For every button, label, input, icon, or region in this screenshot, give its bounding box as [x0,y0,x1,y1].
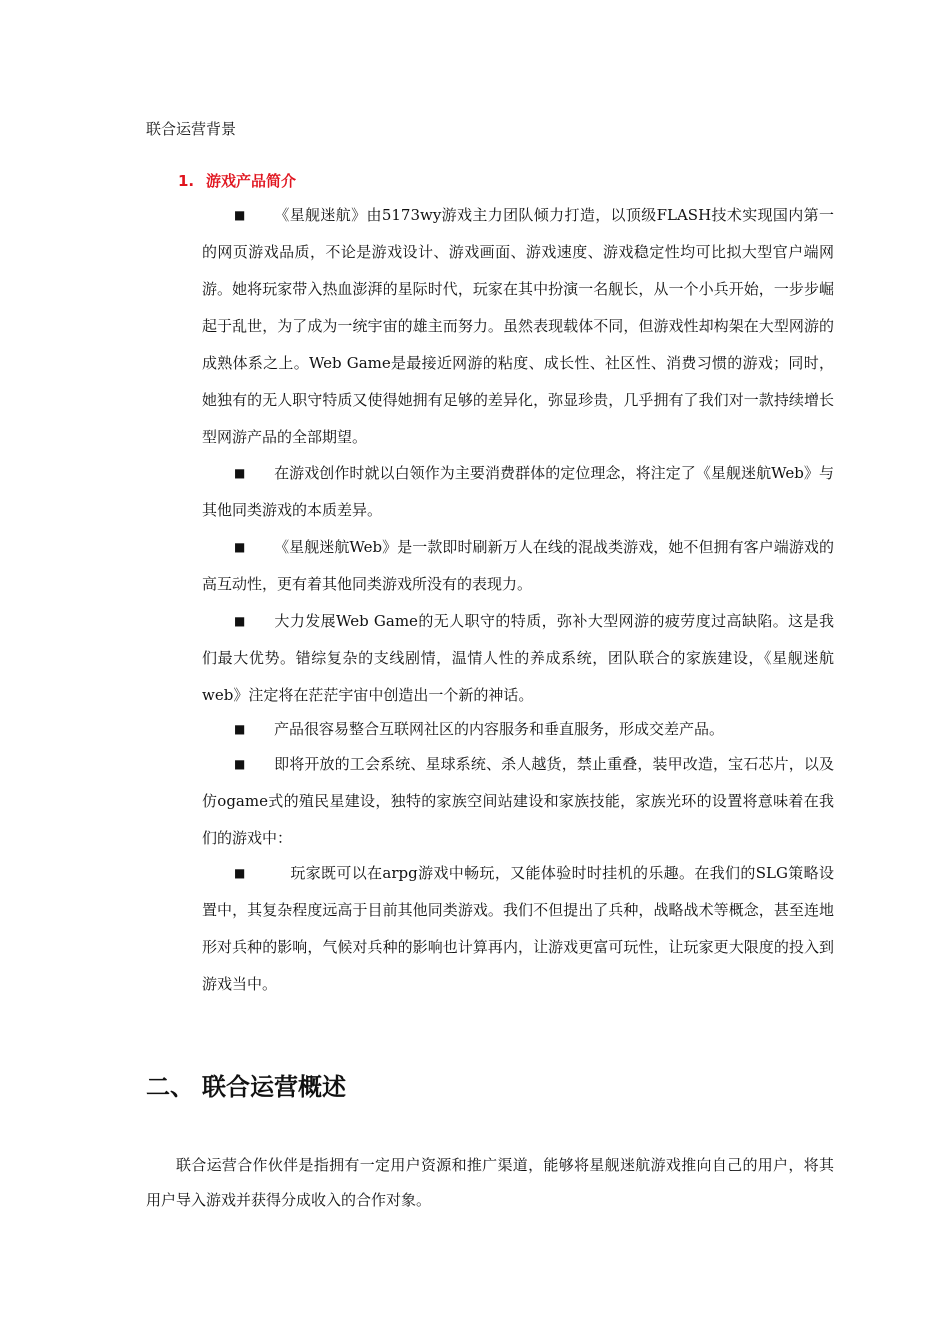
bullet-text-2: 在游戏创作时就以白领作为主要消费群体的定位理念，将注定了《星舰迷航Web》与其他同类游戏的本质差异。 [202,464,834,519]
section2-number: 二、 [146,1073,194,1101]
bullet-text-1: 《星舰迷航》由5173wy游戏主力团队倾力打造，以顶级FLASH技术实现国内第一的网页游戏品质，不论是游戏设计、游戏画面、游戏速度、游戏稳定性均可比拟大型官户端网游。她将玩家带入热血澎湃的星际时代，玩家在其中扮演一名舰长，从一个小兵开始，一步步崛起于乱世，为了成为一统宇宙的雄主而努力。虽然表现载体不同，但游戏性却构架在大型网游的成熟体系之上。Web Game是最接近网游的粘度、成长性、社区性、消费习惯的游戏；同时，她独有的无人职守特质又使得她拥有足够的差异化，弥显珍贵，几乎拥有了我们对一款持续增长型网游产品的全部期望。 [202,206,834,446]
section2-heading [146,1068,346,1106]
bullet-paragraph-1 [202,197,834,456]
bullet-square-icon: ■ [234,866,246,880]
section1-heading-text: 游戏产品简介 [206,172,297,190]
bullet-paragraph-2 [202,455,834,529]
bullet-text-7: 玩家既可以在arpg游戏中畅玩，又能体验时时挂机的乐趣。在我们的SLG策略设置中，其复杂程度远高于目前其他同类游戏。我们不但提出了兵种，战略战术等概念，甚至连地形对兵种的影响，气候对兵种的影响也计算再内，让游戏更富可玩性，让玩家更大限度的投入到游戏当中。 [202,864,834,993]
document-title: 联合运营背景 [146,120,237,138]
bullet-paragraph-6 [202,746,834,857]
bullet-square-icon: ■ [234,466,246,480]
bullet-square-icon: ■ [234,208,246,222]
bullet-paragraph-7 [202,855,834,1003]
bullet-text-6: 即将开放的工会系统、星球系统、杀人越货，禁止重叠，装甲改造，宝石芯片，以及仿ogame式的殖民星建设，独特的家族空间站建设和家族技能，家族光环的设置将意味着在我们的游戏中： [202,755,834,847]
section1-heading [178,170,296,192]
section2-paragraph: 联合运营合作伙伴是指拥有一定用户资源和推广渠道，能够将星舰迷航游戏推向自己的用户，将其用户导入游戏并获得分成收入的合作对象。 [146,1156,834,1209]
bullet-square-icon: ■ [234,757,246,771]
section1-number: 1. [178,172,195,190]
bullet-text-3: 《星舰迷航Web》是一款即时刷新万人在线的混战类游戏，她不但拥有客户端游戏的高互动性，更有着其他同类游戏所没有的表现力。 [202,538,834,593]
bullet-text-4: 大力发展Web Game的无人职守的特质，弥补大型网游的疲劳度过高缺陷。这是我们最大优势。错综复杂的支线剧情，温情人性的养成系统，团队联合的家族建设，《星舰迷航web》注定将在茫茫宇宙中创造出一个新的神话。 [202,612,834,704]
bullet-square-icon: ■ [234,614,246,628]
bullet-paragraph-5 [202,711,834,748]
bullet-square-icon: ■ [234,722,246,736]
bullet-square-icon: ■ [234,540,246,554]
bullet-text-5: 产品很容易整合互联网社区的内容服务和垂直服务，形成交差产品。 [274,720,725,738]
bullet-paragraph-4 [202,603,834,714]
bullet-paragraph-3 [202,529,834,603]
section2-heading-text: 联合运营概述 [202,1073,346,1101]
